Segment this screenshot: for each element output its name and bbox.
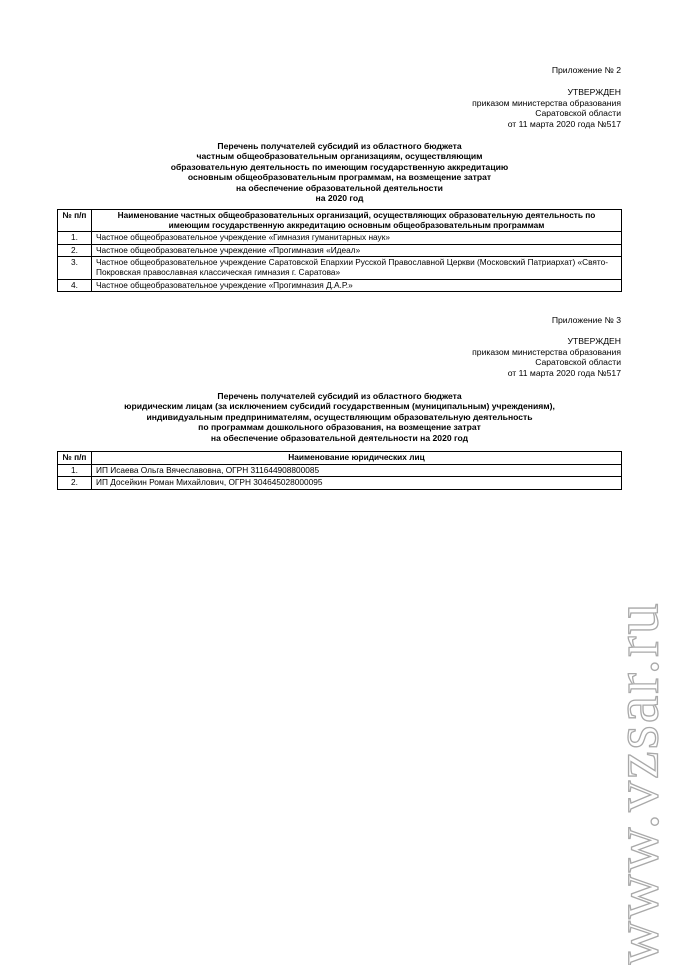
heading-line: индивидуальным предпринимателям, осуществляющим образовательную деятельность	[146, 411, 533, 422]
table-row	[58, 477, 622, 490]
row-number: 1.	[58, 232, 92, 245]
heading-2	[0, 141, 679, 203]
column-header-name: Наименование юридических лиц	[92, 452, 622, 465]
table-header-row	[58, 210, 622, 232]
table-row	[58, 464, 622, 477]
table-row	[58, 279, 622, 292]
row-name: ИП Досейкин Роман Михайлович, ОГРН 304645028000095	[92, 477, 622, 490]
row-number: 2.	[58, 477, 92, 490]
appendix-2-label: Приложение № 2	[551, 65, 621, 75]
column-header-number: № п/п	[58, 452, 92, 465]
table-row	[58, 257, 622, 279]
row-name: ИП Исаева Ольга Вячеславовна, ОГРН 311644908800085	[92, 464, 622, 477]
table-row	[58, 244, 622, 257]
approval-line: от 11 марта 2020 года №517	[507, 367, 621, 378]
table-header-row	[58, 452, 622, 465]
column-header-number: № п/п	[58, 210, 92, 232]
watermark	[600, 600, 676, 965]
approval-line: УТВЕРЖДЕН	[567, 336, 621, 346]
heading-line: Перечень получателей субсидий из областного бюджета	[217, 141, 462, 151]
approval-line: УТВЕРЖДЕН	[567, 87, 621, 97]
heading-line: основным общеобразовательным программам, на возмещение затрат	[187, 172, 492, 183]
approval-line: приказом министерства образования	[472, 346, 621, 357]
heading-3	[0, 391, 679, 443]
heading-line: Перечень получателей субсидий из областного бюджета	[217, 391, 462, 401]
approval-line: Саратовской области	[535, 357, 621, 367]
row-number: 4.	[58, 279, 92, 292]
approval-line: приказом министерства образования	[472, 97, 621, 108]
approval-block-2	[472, 87, 621, 129]
table-row	[58, 232, 622, 245]
row-name: Частное общеобразовательное учреждение «Прогимназия Д.А.Р.»	[92, 279, 622, 292]
row-name: Частное общеобразовательное учреждение Саратовской Епархии Русской Православной Церкви (Московский Патриархат) «Свято-Покровская православная классическая гимназия г. Саратова»	[92, 257, 622, 279]
row-number: 1.	[58, 464, 92, 477]
approval-line: от 11 марта 2020 года №517	[507, 118, 621, 129]
approval-line: Саратовской области	[535, 108, 621, 118]
approval-block-3	[472, 336, 621, 378]
heading-line: образовательную деятельность по имеющим государственную аккредитацию	[170, 161, 509, 172]
heading-line: на обеспечение образовательной деятельности	[236, 182, 443, 193]
watermark-text: www.vzsar.ru	[603, 600, 672, 965]
column-header-name: Наименование частных общеобразовательных организаций, осуществляющих образовательную деятельность по имеющим государственную аккредитацию основным общеобразовательным программам	[92, 210, 622, 232]
heading-line: на обеспечение образовательной деятельности на 2020 год	[210, 432, 469, 443]
legal-entities-table	[57, 451, 622, 490]
row-number: 3.	[58, 257, 92, 279]
row-number: 2.	[58, 244, 92, 257]
row-name: Частное общеобразовательное учреждение «Прогимназия «Идеал»	[92, 244, 622, 257]
heading-line: по программам дошкольного образования, на возмещение затрат	[198, 422, 481, 433]
heading-line: частным общеобразовательным организациям, осуществляющим	[196, 151, 483, 162]
organizations-table	[57, 209, 622, 292]
row-name: Частное общеобразовательное учреждение «Гимназия гуманитарных наук»	[92, 232, 622, 245]
heading-line: юридическим лицам (за исключением субсидий государственным (муниципальным) учреждениям),	[124, 401, 555, 412]
heading-line: на 2020 год	[315, 193, 364, 204]
appendix-3-label: Приложение № 3	[551, 315, 621, 325]
